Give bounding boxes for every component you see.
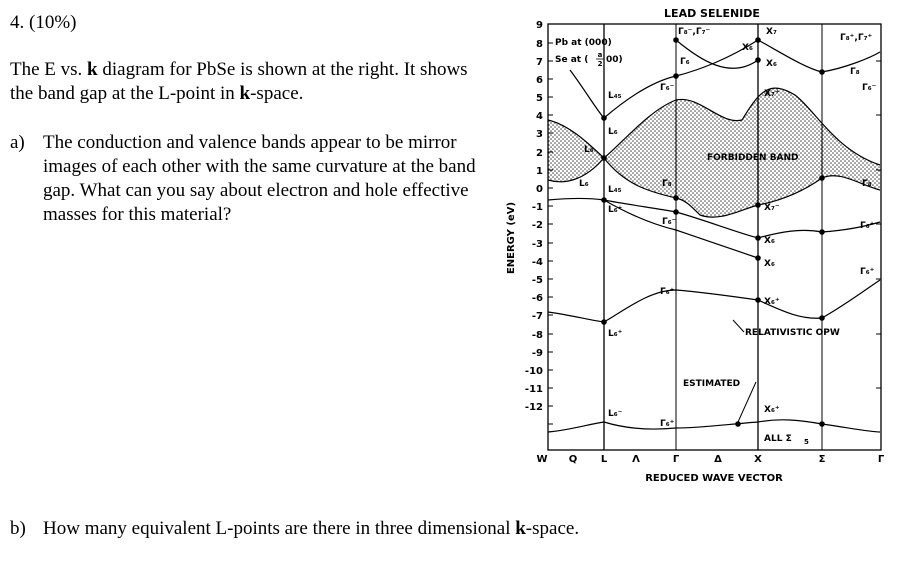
band-label: X₆ xyxy=(766,59,777,69)
y-tick-label: 2 xyxy=(536,148,543,159)
band-label: X₆ xyxy=(764,236,775,246)
x-tick-label: X xyxy=(754,454,762,465)
forbidden-band-label: FORBIDDEN BAND xyxy=(707,153,799,163)
relativistic-pointer xyxy=(733,320,744,332)
y-tick-label: -4 xyxy=(531,257,543,268)
legend-se-pre: Se at ( xyxy=(555,55,589,65)
y-axis-label: ENERGY (eV) xyxy=(506,201,517,275)
band-marker xyxy=(601,197,607,203)
band-label: Γ₆⁺ xyxy=(860,267,875,277)
all-sigma-sub: 5 xyxy=(804,438,809,446)
y-tick-label: 3 xyxy=(536,129,543,140)
part-a-label: a) xyxy=(10,132,25,153)
y-tick-label: 7 xyxy=(536,57,543,68)
y-tick-label: 8 xyxy=(536,39,543,50)
all-sigma-label xyxy=(764,434,809,446)
relativistic-opw-label: RELATIVISTIC OPW xyxy=(745,328,840,338)
band-label: L₄₅ xyxy=(608,185,622,195)
band-label: Γ₆⁻ xyxy=(862,83,877,93)
band-label: Γ₆⁺ xyxy=(860,221,875,231)
band-marker xyxy=(601,115,607,121)
x-tick-label: Σ xyxy=(818,454,826,465)
question-intro: The E vs. k diagram for PbSe is shown at the right. It shows the band gap at the L-point in k-space. xyxy=(10,59,468,104)
band-curves xyxy=(548,40,880,432)
band-label: Γ₆⁺ xyxy=(660,287,675,297)
legend-se-post: 00) xyxy=(606,55,623,65)
y-tick-label: -9 xyxy=(531,348,543,359)
y-tick-label: 4 xyxy=(536,111,543,122)
band-curve xyxy=(548,420,880,432)
y-tick-label: -5 xyxy=(531,275,543,286)
band-curve xyxy=(548,280,880,322)
y-tick-label: -3 xyxy=(531,239,543,250)
band-marker xyxy=(755,202,761,208)
part-a-text: The conduction and valence bands appear to be mirror images of each other with the same curvature at the band gap. What can you say about electron and hole effective masses for this material? xyxy=(43,132,476,225)
band-label: L₆⁺ xyxy=(608,205,623,215)
band-marker xyxy=(819,421,825,427)
legend-pb: Pb at (000) xyxy=(555,38,612,48)
band-marker xyxy=(755,57,761,63)
question-number: 4. (10%) xyxy=(10,12,77,33)
band-marker xyxy=(819,175,825,181)
estimated-pointer xyxy=(738,382,756,422)
band-label: X₇⁺ xyxy=(764,89,780,99)
band-marker xyxy=(819,229,825,235)
y-tick-label: 5 xyxy=(536,93,543,104)
band-label: Γ₈ xyxy=(662,179,672,189)
estimated-label: ESTIMATED xyxy=(683,379,741,389)
part-b-text: How many equivalent L-points are there in three dimensional k-space. xyxy=(43,518,580,539)
y-tick-label: -12 xyxy=(524,402,543,413)
y-tick-label: -6 xyxy=(531,293,543,304)
band-label: X₇ xyxy=(766,27,777,37)
legend-se-frac-num: a xyxy=(597,51,603,59)
band-label: Γ₈ xyxy=(862,179,872,189)
band-marker xyxy=(755,37,761,43)
band-label: Γ₆⁺ xyxy=(660,419,675,429)
band-label: Γ₆⁻ xyxy=(662,217,677,227)
x-tick-label: W xyxy=(536,454,548,465)
band-label: L₆ xyxy=(584,145,594,155)
y-tick-label: 1 xyxy=(536,166,543,177)
band-label: X₆ xyxy=(764,259,775,269)
band-marker xyxy=(601,155,607,161)
band-marker xyxy=(755,255,761,261)
band-marker xyxy=(601,319,607,325)
band-label: Γ₈ xyxy=(850,67,860,77)
y-tick-label: -2 xyxy=(531,220,543,231)
band-marker xyxy=(673,73,679,79)
band-marker xyxy=(755,297,761,303)
band-label: Γ₆⁻ xyxy=(660,83,675,93)
band-marker xyxy=(673,195,679,201)
y-tick-label: -8 xyxy=(531,330,543,341)
all-sigma-text: ALL Σ xyxy=(764,434,792,444)
y-tick-label: 0 xyxy=(536,184,543,195)
legend-se xyxy=(555,51,623,68)
x-tick-label: L xyxy=(600,454,608,465)
band-label: X₆⁺ xyxy=(764,405,780,415)
band-marker xyxy=(819,315,825,321)
band-marker xyxy=(673,209,679,215)
y-tick-label: -11 xyxy=(524,384,543,395)
x-tick-label: Λ xyxy=(632,454,640,465)
band-label: Γ₆ xyxy=(680,57,690,67)
band-label: X₆ xyxy=(742,43,753,53)
x-tick-label: Δ xyxy=(714,454,722,465)
band-label: L₆⁺ xyxy=(608,329,623,339)
band-label: L₆ xyxy=(608,127,618,137)
band-marker xyxy=(673,37,679,43)
band-label: Γ₈⁻,Γ₇⁻ xyxy=(678,27,711,37)
figure-title: LEAD SELENIDE xyxy=(664,7,760,20)
band-marker xyxy=(819,69,825,75)
x-tick-label: Γ xyxy=(877,454,885,465)
band-label: L₆⁻ xyxy=(608,409,623,419)
x-axis-label: REDUCED WAVE VECTOR xyxy=(645,473,783,484)
band-label: L₄₅ xyxy=(608,91,622,101)
band-marker xyxy=(735,421,741,427)
band-label: Γ₈⁺,Γ₇⁺ xyxy=(840,33,873,43)
y-tick-label: 9 xyxy=(536,20,543,31)
band-label: L₆ xyxy=(579,179,589,189)
legend-se-frac-den: 2 xyxy=(597,60,603,68)
x-tick-label: Γ xyxy=(672,454,680,465)
band-label: X₆⁺ xyxy=(764,297,780,307)
band-marker xyxy=(755,235,761,241)
x-tick-label: Q xyxy=(568,454,578,465)
y-tick-label: 6 xyxy=(536,75,543,86)
band-label: X₇⁻ xyxy=(764,203,780,213)
y-tick-label: -10 xyxy=(524,366,543,377)
y-tick-label: -1 xyxy=(531,202,543,213)
part-b-label: b) xyxy=(10,518,26,539)
y-tick-label: -7 xyxy=(531,311,543,322)
